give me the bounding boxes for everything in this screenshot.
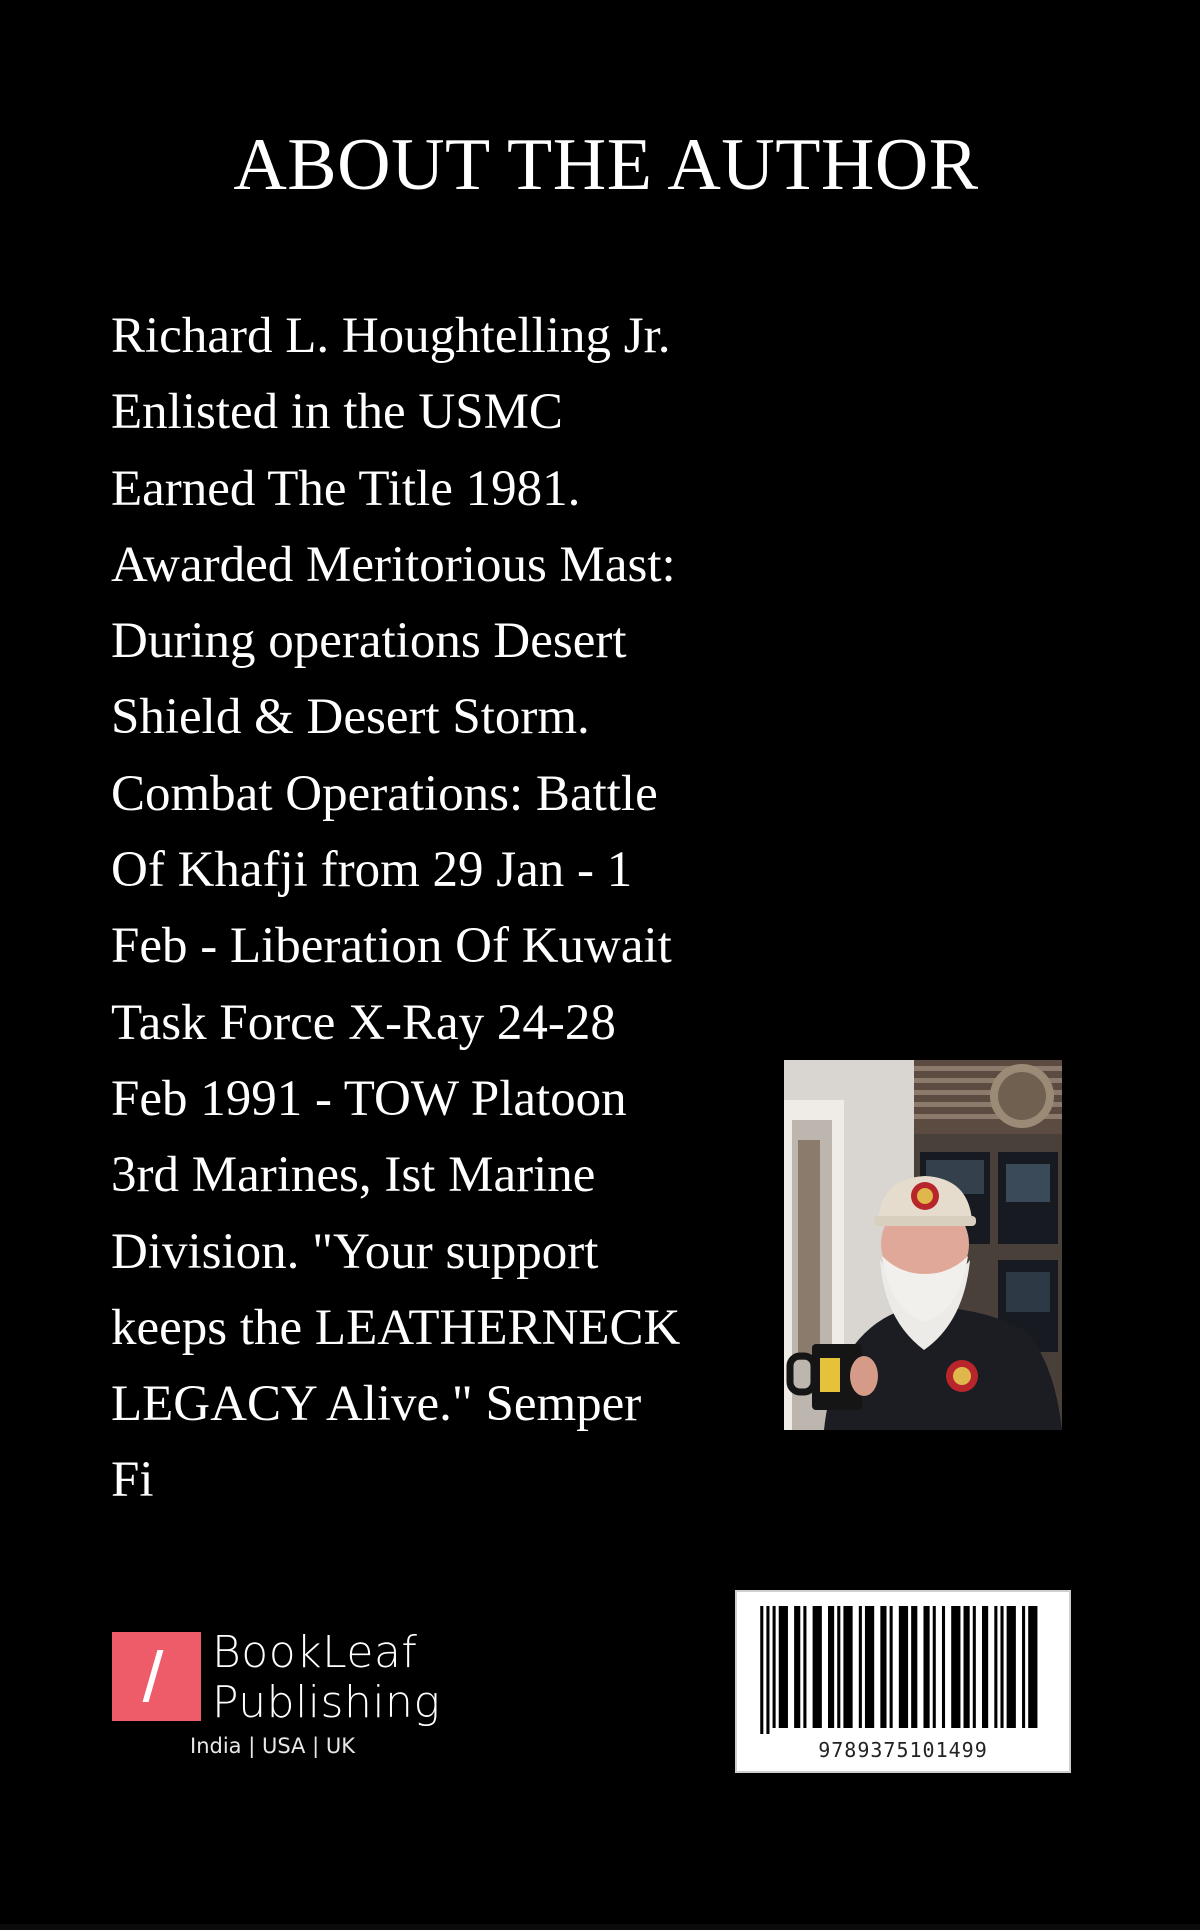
barcode-bar bbox=[1007, 1606, 1016, 1728]
bio-line: Of Khafji from 29 Jan - 1 bbox=[111, 842, 633, 899]
barcode-bar bbox=[964, 1606, 970, 1728]
barcode-bar bbox=[813, 1606, 822, 1728]
bio-line: Enlisted in the USMC bbox=[111, 384, 563, 441]
barcode-bar bbox=[982, 1606, 988, 1728]
bio-line: Feb - Liberation Of Kuwait bbox=[111, 918, 672, 975]
barcode-bar bbox=[1022, 1606, 1025, 1728]
barcode-bar bbox=[773, 1606, 776, 1728]
barcode-bar bbox=[899, 1606, 908, 1728]
bio-line: Task Force X-Ray 24-28 bbox=[111, 994, 616, 1051]
bio-line: 3rd Marines, Ist Marine bbox=[111, 1147, 596, 1204]
publisher-name: BookLeaf Publishing bbox=[212, 1627, 441, 1728]
barcode-bar bbox=[1000, 1606, 1003, 1728]
page-title: ABOUT THE AUTHOR bbox=[233, 124, 979, 206]
barcode-bar bbox=[794, 1606, 800, 1728]
barcode-bar bbox=[828, 1606, 834, 1728]
bio-line: LEGACY Alive." Semper bbox=[111, 1376, 642, 1433]
publisher-regions: India | USA | UK bbox=[190, 1734, 355, 1758]
barcode-bar bbox=[865, 1606, 874, 1728]
bottom-edge bbox=[0, 1924, 1200, 1930]
barcode-bar bbox=[859, 1606, 862, 1728]
bio-line: keeps the LEATHERNECK bbox=[111, 1299, 681, 1356]
barcode-bar bbox=[933, 1606, 936, 1728]
author-bio bbox=[111, 298, 771, 1519]
bio-line: Earned The Title 1981. bbox=[111, 460, 581, 517]
barcode-guard-bar bbox=[760, 1606, 763, 1734]
bio-line: Fi bbox=[111, 1452, 154, 1509]
bio-line: During operations Desert bbox=[111, 613, 627, 670]
barcode-bar bbox=[890, 1606, 893, 1728]
barcode-bar bbox=[1028, 1606, 1037, 1728]
bio-line: Richard L. Houghtelling Jr. bbox=[111, 308, 671, 364]
isbn-barcode bbox=[735, 1590, 1071, 1773]
barcode-bar bbox=[942, 1606, 945, 1728]
bio-line: Awarded Meritorious Mast: bbox=[111, 536, 676, 593]
isbn-number: 9789375101499 bbox=[818, 1738, 988, 1762]
author-photo bbox=[784, 1060, 1062, 1430]
barcode-bar bbox=[880, 1606, 886, 1728]
barcode-bar bbox=[779, 1606, 788, 1728]
barcode-bars bbox=[751, 1606, 1059, 1734]
barcode-bar bbox=[994, 1606, 997, 1728]
bio-line: Feb 1991 - TOW Platoon bbox=[111, 1070, 627, 1127]
barcode-bar bbox=[923, 1606, 929, 1728]
publisher-logo bbox=[112, 1628, 452, 1768]
barcode-bar bbox=[951, 1606, 960, 1728]
barcode-bar bbox=[837, 1606, 840, 1728]
barcode-bar bbox=[803, 1606, 806, 1728]
bio-line: Division. "Your support bbox=[111, 1223, 599, 1280]
bio-line: Combat Operations: Battle bbox=[111, 765, 658, 822]
slash-logo-icon bbox=[112, 1632, 201, 1721]
barcode-bar bbox=[911, 1606, 917, 1728]
barcode-guard-bar bbox=[766, 1606, 769, 1734]
bio-line: Shield & Desert Storm. bbox=[111, 689, 590, 746]
barcode-bar bbox=[973, 1606, 976, 1728]
barcode-bar bbox=[843, 1606, 852, 1728]
